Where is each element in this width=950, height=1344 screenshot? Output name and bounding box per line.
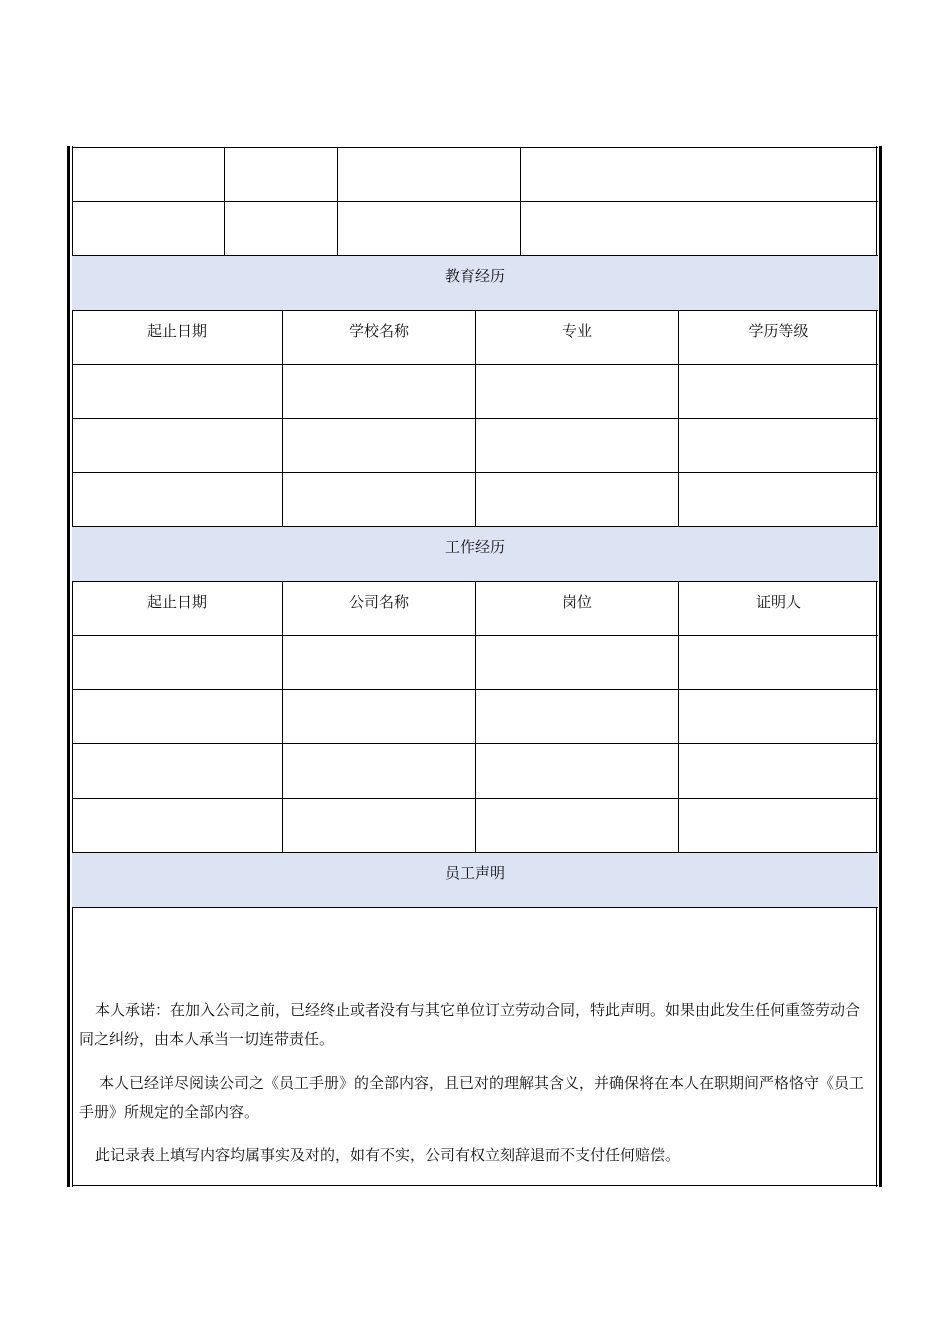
table-cell[interactable]	[679, 744, 878, 799]
work-row	[72, 636, 878, 690]
table-cell[interactable]	[283, 419, 476, 473]
column-header: 起止日期	[72, 582, 283, 636]
table-cell[interactable]	[283, 473, 476, 527]
table-cell[interactable]	[476, 799, 679, 853]
table-cell[interactable]	[679, 636, 878, 690]
table-cell[interactable]	[679, 799, 878, 853]
table-cell[interactable]	[476, 636, 679, 690]
table-cell[interactable]	[72, 473, 283, 527]
bottom-line	[72, 1185, 878, 1186]
left-border-thick	[67, 146, 70, 1187]
table-cell[interactable]	[476, 365, 679, 419]
work-title: 工作经历	[444, 538, 505, 556]
table-cell[interactable]	[476, 690, 679, 744]
table-cell[interactable]	[72, 202, 225, 256]
table-cell[interactable]	[476, 473, 679, 527]
table-cell[interactable]	[679, 473, 878, 527]
top-row	[72, 148, 878, 202]
work-row	[72, 690, 878, 744]
table-cell[interactable]	[72, 799, 283, 853]
table-cell[interactable]	[679, 365, 878, 419]
table-cell[interactable]	[283, 799, 476, 853]
column-header: 学历等级	[679, 311, 878, 365]
education-row	[72, 473, 878, 527]
declaration-paragraph: 本人已经详尽阅读公司之《员工手册》的全部内容，且已对的理解其含义，并确保将在本人在职期间严格恪守《员工手册》所规定的全部内容。	[79, 1074, 865, 1121]
column-header: 证明人	[679, 582, 878, 636]
column-header: 岗位	[476, 582, 679, 636]
table-cell[interactable]	[283, 690, 476, 744]
work-section-header	[72, 527, 878, 582]
table-cell[interactable]	[679, 690, 878, 744]
top-row	[72, 202, 878, 256]
work-row	[72, 744, 878, 799]
table-cell[interactable]	[72, 365, 283, 419]
table-cell[interactable]	[72, 419, 283, 473]
education-row	[72, 419, 878, 473]
column-header: 公司名称	[283, 582, 476, 636]
table-cell[interactable]	[521, 202, 878, 256]
table-cell[interactable]	[225, 202, 338, 256]
declaration-title: 员工声明	[444, 864, 505, 882]
table-cell[interactable]	[476, 744, 679, 799]
education-title: 教育经历	[444, 267, 505, 285]
work-header-row	[72, 582, 878, 636]
column-header: 起止日期	[72, 311, 283, 365]
education-header-row	[72, 311, 878, 365]
right-border-thick	[879, 146, 882, 1187]
table-cell[interactable]	[225, 148, 338, 202]
table-cell[interactable]	[72, 690, 283, 744]
table-cell[interactable]	[679, 419, 878, 473]
table-cell[interactable]	[338, 148, 521, 202]
table-cell[interactable]	[283, 365, 476, 419]
declaration-paragraph: 此记录表上填写内容均属事实及对的，如有不实，公司有权立刻辞退而不支付任何赔偿。	[95, 1146, 681, 1164]
table-cell[interactable]	[338, 202, 521, 256]
table-cell[interactable]	[521, 148, 878, 202]
column-header: 学校名称	[283, 311, 476, 365]
table-cell[interactable]	[72, 636, 283, 690]
education-row	[72, 365, 878, 419]
table-cell[interactable]	[283, 636, 476, 690]
column-header: 专业	[476, 311, 679, 365]
declaration-section-header	[72, 853, 878, 908]
declaration-paragraph: 本人承诺：在加入公司之前，已经终止或者没有与其它单位订立劳动合同，特此声明。如果由此发生任何重签劳动合同之纠纷，由本人承当一切连带责任。	[79, 1001, 861, 1048]
work-row	[72, 799, 878, 853]
table-cell[interactable]	[72, 744, 283, 799]
education-section-header	[72, 256, 878, 311]
table-cell[interactable]	[476, 419, 679, 473]
table-cell[interactable]	[72, 148, 225, 202]
table-cell[interactable]	[283, 744, 476, 799]
